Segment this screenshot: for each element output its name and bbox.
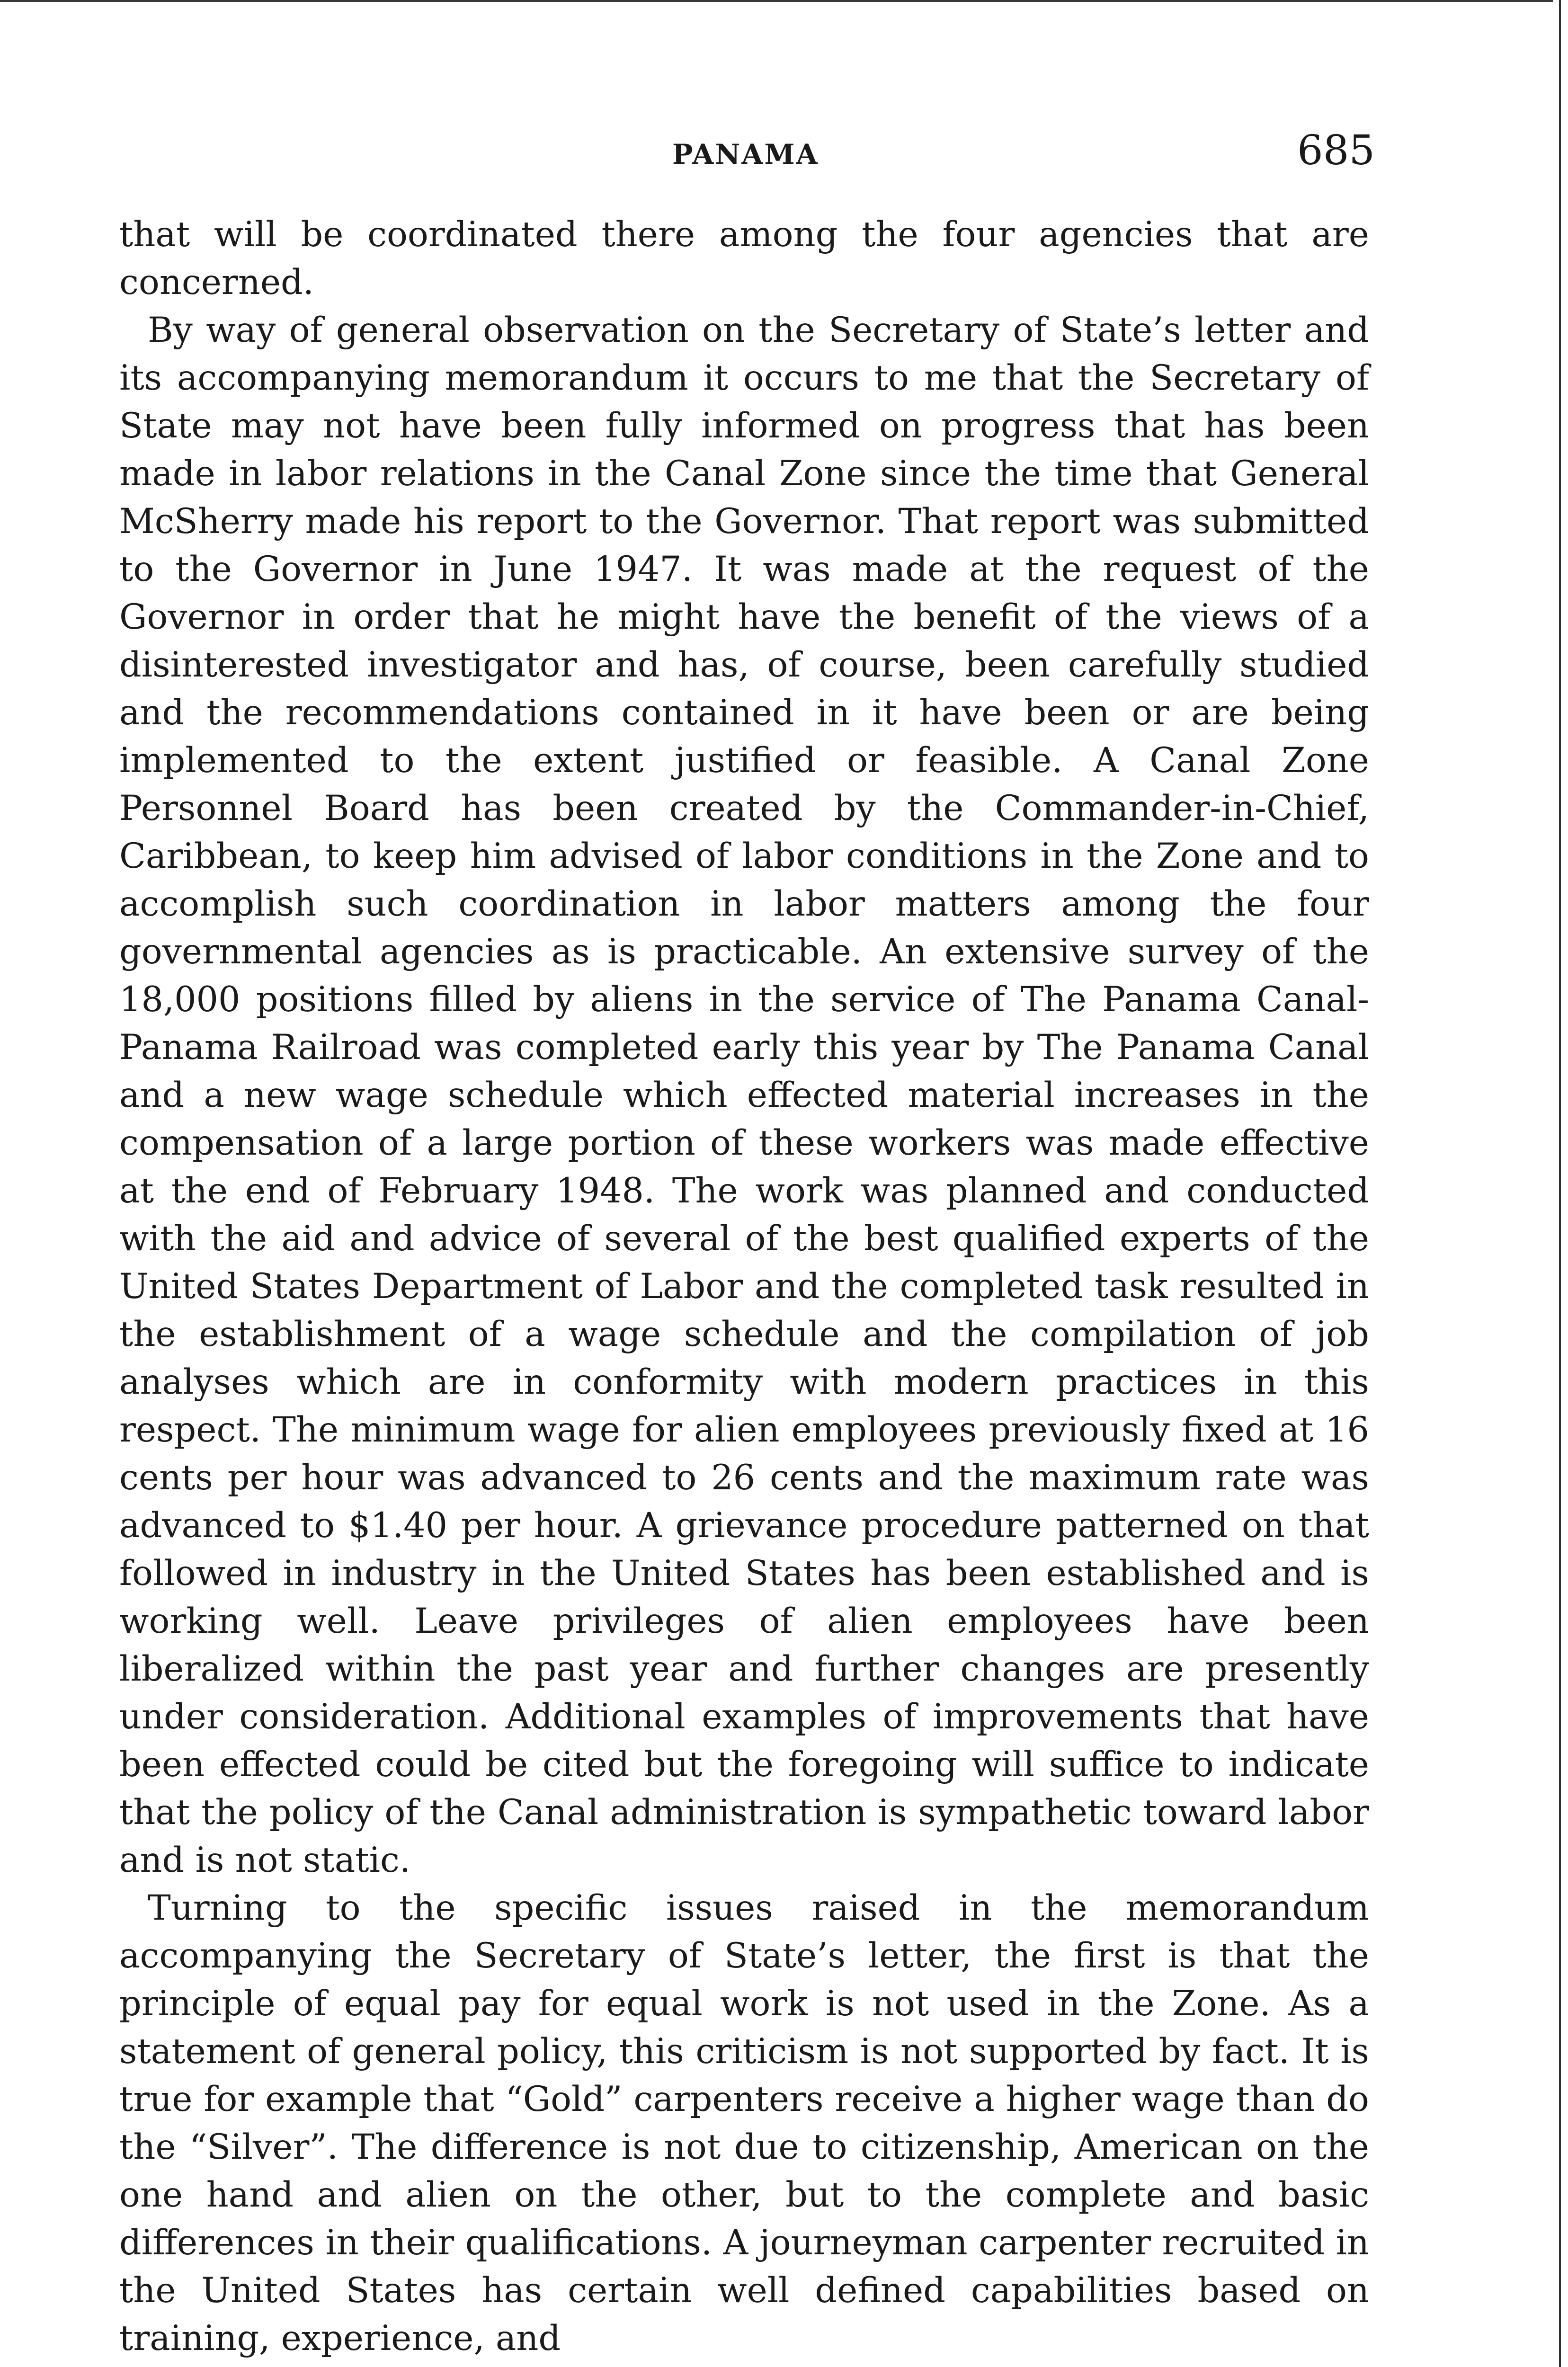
running-title: PANAMA [672, 138, 819, 170]
page-number: 685 [1297, 127, 1375, 174]
right-edge-rule [1559, 0, 1561, 2367]
paragraph-continuation: that will be coordinated there among the four agencies that are concerned. [119, 214, 1369, 303]
paragraph-general-observation: By way of general observation on the Secretary of State’s letter and its accompanying memorandum it occurs to me that the Secretary of State may not have been fully informed on progress that has been made in labor relations in the Canal Zone since the time that General McSherry made his report to the Governor. That report was submitted to the Governor in June 1947. It was made at the request of the Governor in order that he might have the benefit of the views of a disinterested investigator and has, of course, been carefully studied and the recommendations contained in it have been or are being implemented to the extent justified or feasible. A Canal Zone Personnel Board has been created by the Commander-in-Chief, Caribbean, to keep him advised of labor conditions in the Zone and to accomplish such coordination in labor matters among the four governmental agencies as is practicable. An extensive survey of the 18,000 positions filled by aliens in the service of The Panama Canal-Panama Railroad was completed early this year by The Panama Canal and a new wage schedule which effected material increases in the compensation of a large portion of these workers was made effective at the end of February 1948. The work was planned and conducted with the aid and advice of several of the best qualified experts of the United States Department of Labor and the completed task resulted in the establishment of a wage schedule and the compilation of job analyses which are in conformity with modern practices in this respect. The minimum wage for alien employees previously fixed at 16 cents per hour was advanced to 26 cents and the maximum rate was advanced to $1.40 per hour. A grievance procedure patterned on that followed in industry in the United States has been established and is working well. Leave privileges of alien employees have been liberalized within the past year and further changes are presently under consideration. Additional examples of improvements that have been effected could be cited but the foregoing will suffice to indicate that the policy of the Canal administration is sympathetic toward labor and is not static. [119, 310, 1369, 1880]
body-text [119, 211, 1369, 2362]
top-edge-rule [0, 0, 1553, 2]
paragraph-specific-issues: Turning to the specific issues raised in the memorandum accompanying the Secretary of State’s letter, the first is that the principle of equal pay for equal work is not used in the Zone. As a statement of general policy, this criticism is not supported by fact. It is true for example that “Gold” carpenters receive a higher wage than do the “Silver”. The difference is not due to citizenship, American on the one hand and alien on the other, but to the complete and basic differences in their qualifications. A journeyman carpenter recruited in the United States has certain well defined capabilities based on training, experience, and [119, 1888, 1369, 2358]
